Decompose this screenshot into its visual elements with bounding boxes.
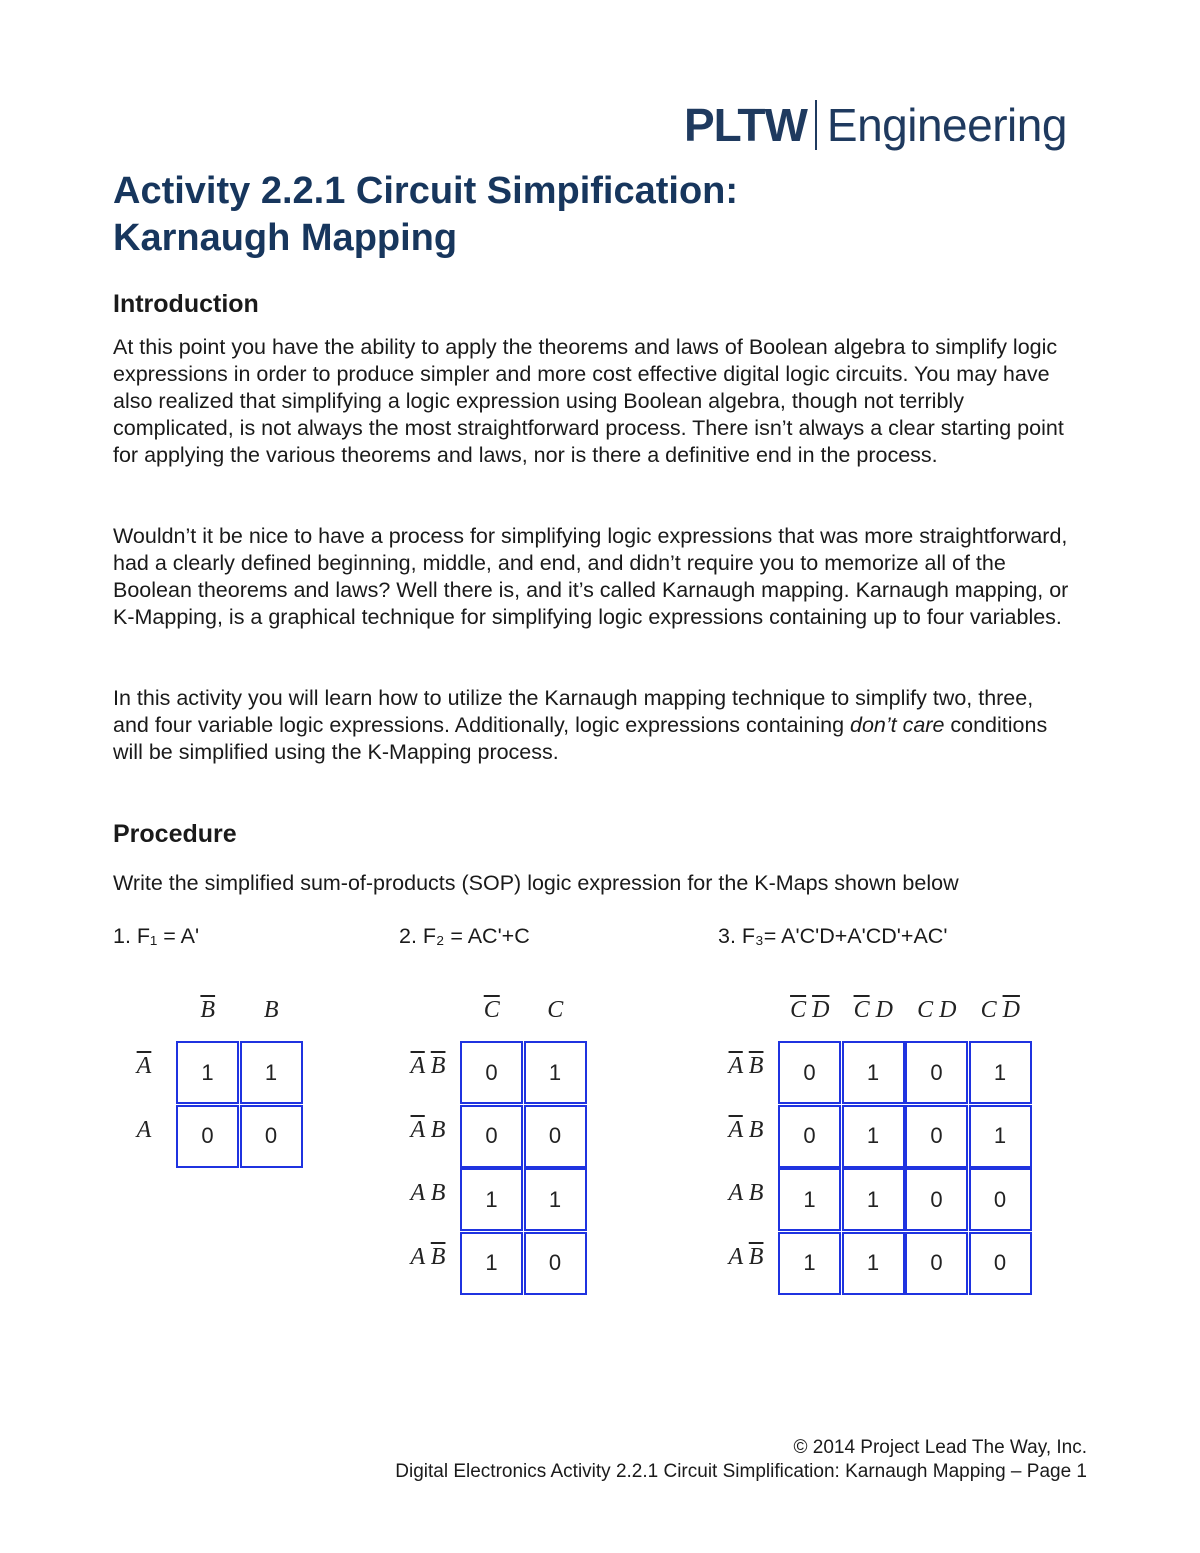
kmap-2-row-var: A — [410, 1180, 425, 1206]
kmap-1-col-label — [240, 997, 304, 1024]
kmap-2-row-var: A — [410, 1243, 425, 1270]
kmap-2-col-var: C — [547, 997, 564, 1023]
kmap-2-row-label — [402, 1117, 454, 1144]
kmap-2-cell: 0 — [460, 1105, 523, 1168]
kmap-3-col-var: $\overline{D}$ — [1002, 997, 1020, 1023]
kmap-1-cell: 0 — [176, 1105, 239, 1168]
intro-p3-text-b: conditions will be simplified using the K-Mapping process. — [113, 713, 1048, 764]
logo-divider — [815, 100, 817, 150]
kmap-3-col-var: D — [939, 997, 957, 1023]
procedure-heading: Procedure — [113, 820, 237, 848]
title-line-2: Karnaugh Mapping — [113, 217, 458, 259]
kmap-3-col-label — [969, 997, 1033, 1024]
kmap-1-row-var: $\overline{A}$ — [136, 1053, 152, 1079]
kmap-2-row-var: B — [430, 1180, 446, 1206]
kmap-3-cell: 0 — [905, 1168, 968, 1231]
kmap-1-row-label — [118, 1117, 170, 1144]
kmap-3-cell: 1 — [842, 1105, 905, 1168]
kmap-3-row-label — [720, 1180, 772, 1207]
kmap-2-row-var: $\overline{B}$ — [430, 1243, 446, 1270]
kmap-2-row-label — [402, 1244, 454, 1271]
introduction-heading: Introduction — [113, 290, 259, 318]
kmap-3-cell: 1 — [842, 1041, 905, 1104]
kmap-2-row-label — [402, 1180, 454, 1207]
kmap-3-col-var: $\overline{C}$ — [790, 997, 807, 1023]
kmap-3-col-label — [842, 997, 906, 1024]
intro-paragraph-2: Wouldn’t it be nice to have a process for simplifying logic expressions that was more straightforward, had a clearly defined beginning, middle, and end, and didn’t require you to memorize all of the Boolean theorems and laws? Well there is, and it’s called Karnaugh mapping. Karnaugh mapping, or K-Mapping, is a graphical technique for simplifying logic expressions containing up to four variables. — [113, 524, 1069, 629]
kmap-3-cell: 1 — [842, 1168, 905, 1231]
kmap-3-row-var: $\overline{B}$ — [748, 1053, 764, 1079]
kmap-3-cell: 1 — [969, 1041, 1032, 1104]
intro-p3-text-a: In this activity you will learn how to utilize the Karnaugh mapping technique to simplify two, three, and four variable logic expressions. Additionally, logic expressions containing — [113, 686, 1034, 737]
kmap-3-col-var: C — [980, 997, 997, 1023]
kmap-3-cell: 1 — [778, 1232, 841, 1295]
kmap-2-cell: 0 — [524, 1232, 587, 1295]
kmap-1-col-var: $\overline{B}$ — [200, 997, 216, 1023]
kmap-2-col-label — [524, 997, 588, 1024]
kmap-1-cell: 1 — [240, 1041, 303, 1104]
pltw-engineering-logo — [684, 96, 1067, 154]
kmap-3-row-var: $\overline{A}$ — [728, 1116, 743, 1143]
kmap-3-row-var: B — [748, 1180, 764, 1206]
kmap-3-cell: 1 — [969, 1105, 1032, 1168]
footer-copyright: © 2014 Project Lead The Way, Inc. — [793, 1437, 1087, 1458]
question-1-answer[interactable]: 1. F₁ = A' — [113, 924, 200, 948]
kmap-2-col-label — [460, 997, 524, 1024]
kmap-1-cell: 1 — [176, 1041, 239, 1104]
kmap-1-col-label — [176, 997, 240, 1024]
kmap-3-col-label — [905, 997, 969, 1024]
kmap-1-row-label — [118, 1053, 170, 1080]
kmap-1-col-var: B — [263, 997, 279, 1023]
kmap-3-col-var: $\overline{D}$ — [812, 997, 830, 1023]
kmap-3-row-var: A — [728, 1180, 743, 1206]
footer-course-line: Digital Electronics Activity 2.2.1 Circuit Simplification: Karnaugh Mapping – Page 1 — [395, 1461, 1087, 1482]
kmap-3-cell: 0 — [905, 1041, 968, 1104]
title-line-1: Activity 2.2.1 Circuit Simpification: — [113, 170, 739, 212]
intro-p3-emphasis: don’t care — [850, 713, 945, 737]
kmap-2-cell: 1 — [460, 1232, 523, 1295]
kmap-3-cell: 0 — [969, 1232, 1032, 1295]
kmap-3-row-label — [720, 1117, 772, 1144]
kmap-2-cell: 0 — [460, 1041, 523, 1104]
kmap-2-cell: 1 — [524, 1168, 587, 1231]
kmap-3-col-label — [778, 997, 842, 1024]
kmap-2-cell: 1 — [460, 1168, 523, 1231]
intro-paragraph-1: At this point you have the ability to apply the theorems and laws of Boolean algebra to simplify logic expressions in order to produce simpler and more cost effective digital logic circuits. You may have also realized that simplifying a logic expression using Boolean algebra, though not terribly complicated, is not always the most straightforward process. There isn’t always a clear starting point for applying the various theorems and laws, nor is there a definitive end in the process. — [113, 335, 1064, 467]
kmap-3-cell: 0 — [778, 1041, 841, 1104]
kmap-3-row-var: $\overline{A}$ — [728, 1053, 743, 1079]
kmap-3-col-var: D — [875, 997, 893, 1023]
kmap-2-col-var: $\overline{C}$ — [483, 997, 500, 1023]
intro-paragraph-3 — [113, 685, 1073, 766]
kmap-2-cell: 1 — [524, 1041, 587, 1104]
kmap-2-row-var: B — [430, 1116, 446, 1143]
kmap-1-row-var: A — [136, 1116, 152, 1143]
kmap-3-cell: 0 — [905, 1232, 968, 1295]
kmap-3-cell: 1 — [842, 1232, 905, 1295]
logo-division: Engineering — [826, 99, 1067, 151]
kmap-2-row-var: $\overline{A}$ — [410, 1053, 425, 1079]
kmap-3-col-var: C — [917, 997, 934, 1023]
logo-brand: PLTW — [684, 99, 807, 151]
kmap-3-cell: 0 — [905, 1105, 968, 1168]
kmap-2-row-label — [402, 1053, 454, 1080]
kmap-3-row-var: A — [728, 1243, 743, 1270]
kmap-3-cell: 0 — [778, 1105, 841, 1168]
kmap-3-cell: 0 — [969, 1168, 1032, 1231]
question-2-answer[interactable]: 2. F₂ = AC'+C — [399, 924, 530, 948]
kmap-2-row-var: $\overline{A}$ — [410, 1116, 425, 1143]
question-3-answer[interactable]: 3. F₃= A'C'D+A'CD'+AC' — [718, 924, 948, 948]
kmap-2-row-var: $\overline{B}$ — [430, 1053, 446, 1079]
procedure-instruction: Write the simplified sum-of-products (SOP) logic expression for the K-Maps shown below — [113, 871, 959, 895]
kmap-2-cell: 0 — [524, 1105, 587, 1168]
kmap-3-row-label — [720, 1053, 772, 1080]
kmap-3-cell: 1 — [778, 1168, 841, 1231]
page-title — [113, 168, 1093, 262]
kmap-3-col-var: $\overline{C}$ — [853, 997, 870, 1023]
kmap-3-row-var: $\overline{B}$ — [748, 1243, 764, 1270]
kmap-1-cell: 0 — [240, 1105, 303, 1168]
kmap-3-row-var: B — [748, 1116, 764, 1143]
kmap-3-row-label — [720, 1244, 772, 1271]
